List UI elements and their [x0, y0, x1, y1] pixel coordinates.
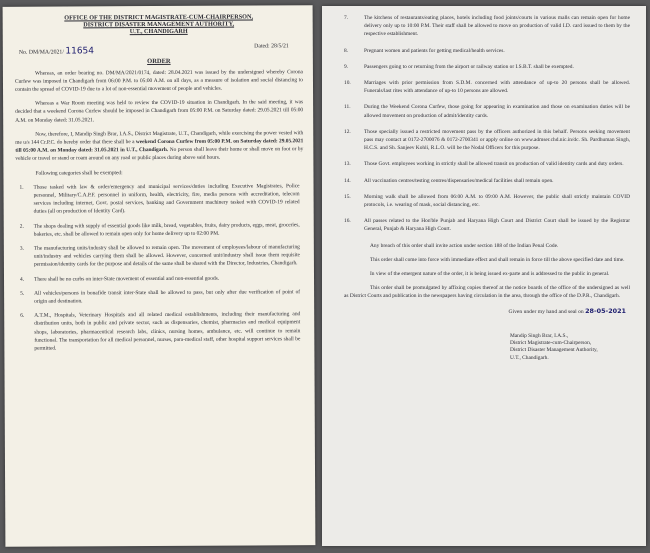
list-item: 14. All vaccination centres/testing centres/dispensaries/medical facilities shall remain open.: [344, 177, 554, 184]
list-item: 4. There shall be no curbs on inter-State movement of essential and non-essential goods.: [20, 275, 220, 283]
exemptions-lead: Following categories shall be exempted:: [35, 169, 123, 177]
paragraph: Whereas a War Room meeting was held to review the COVID-19 situation in Chandigarh. In the said meeting, it was decided that a weekend Corona Curfew should be imposed in Chandigarh from 05:00 P.M. on Saturday dated: 29.05.2021 till 05:00 A.M. on Monday dated: 31.05.2021.: [15, 99, 304, 124]
list-item: 7. The kitchens of restaurants/eating places, hotels including food joints/courts in various malls can remain open for home delivery only up to 10:00 P.M. Their staff shall be allowed to move on production of valid I.D. card issued to them by the respective establishment.: [344, 15, 630, 38]
signatory-line: District Disaster Management Authority,: [510, 347, 598, 354]
list-item: 11. During the Weekend Corona Curfew, those going for appearing in examination and those on examination duties will be allowed movement on production of admit/identity cards.: [344, 104, 630, 119]
paragraph: Whereas, an order bearing no. DM/MA/2021/0174, dated: 28.04.2021 was issued by the undersigned whereby Corona Curfew was imposed in Chandigarh from 06:00 P.M. to 05:00 A.M. on all days, as a measure of isolation and social distancing to contain the spread of COVID-19 due to a lot of non-essential movement of people and vehicles.: [14, 68, 303, 93]
signatory-line: District Magistrate-cum-Chairperson,: [510, 340, 592, 347]
closing-paragraph: This order shall come into force with immediate effect and shall remain in force till the above specified date and time.: [370, 256, 625, 263]
closing-paragraph: This order shall be promulgated by affixing copies thereof at the notice boards of the office of the undersigned as well as District Courts and publication in the newspapers having circulation in the area, through the office of the D.P.R., Chandigarh.: [344, 285, 630, 300]
operative-paragraph: Now, therefore, I, Mandip Singh Brar, I.A.S., District Magistrate, U.T., Chandigarh, while exercising the power vested with me u/s 144 Cr.P.C. do hereby order that there shall be a weekend Corona Curfew from 05:00 P.M. on Saturday dated: 29.05.2021 till 05:00 A.M. on Monday dated: 31.05.2021 in U.T., Chandigarh. No person shall leave their home or shall move on foot or by vehicle or travel or stand or roam around on any road or public places during above said hours.: [15, 130, 304, 163]
header-line: DISTRICT DISASTER MANAGEMENT AUTHORITY,: [83, 20, 235, 29]
closing-paragraph: In view of the emergent nature of the order, it is being issued ex-parte and is addressed to the public in general.: [370, 271, 610, 278]
order-title: ORDER: [147, 57, 171, 65]
list-item: 12. Those specially issued a restricted movement pass by the officers authorized in this behalf. Persons seeking movement pass may contact at 0172-2700076 & 0172-2700341 or apply online on www.admser.chd.nic.in/dc. Sh. Pardhuman Singh, H.C.S. and Sh. Sanjeev Kohli, R.L.O. will be the Nodal Officers for this purpose.: [344, 128, 630, 152]
left-page: [3, 5, 316, 547]
reference-row: [15, 41, 303, 57]
order-date: Dated: 28/5/21: [254, 42, 289, 50]
list-item: 16. All passes related to the Hon'ble Punjab and Haryana High Court and District Court shall be issued by the Registrar General, Punjab & Haryana High Court.: [344, 218, 630, 233]
list-item: 10. Marriages with prior permission from S.D.M. concerned with attendance of up-to 20 persons shall be allowed. Funerals/last rites with attendance of up-to 10 persons are allowed.: [344, 80, 630, 95]
list-item: 3. The manufacturing units/industry shall be allowed to remain open. The movement of employees/labour of manufacturing unit/industry and vehicles carrying them shall be allowed. However, concerned unit/industry shall issue them requisite permission/identity cards for the purpose and details of the same shall be shared with the Director, Industries, Chandigarh.: [19, 244, 300, 269]
exemption-list: [16, 182, 305, 353]
list-item: 1. Those tasked with law & order/emergency and municipal services/duties including Executive Magistrates, Police personnel, Military/C.A.P.F. personnel in uniform, health, electricity, fire, media persons with accreditation, telecom services including internet, Govt. postal services, banking and Government machinery tasked with COVID-19 related duties (all on production of Identity Card).: [19, 183, 300, 216]
list-item: 6. A.T.M., Hospitals, Veterinary Hospitals and all related medical establishments, including their manufacturing and distribution units, both in public and private sector, such as dispensaries, chemist, pharmacies and medical equipment shops, laboratories, pharmaceutical research labs, clinics, nursing homes, ambulance, etc. will continue to remain functional. The transportation for all medical personnel, nurses, para-medical staff, other hospital support services shall be permitted.: [20, 311, 301, 352]
office-header: [15, 13, 303, 36]
list-item: 5. All vehicles/persons in bonafide transit inter-State shall be allowed to pass, but only after due verification of point of origin and destination.: [20, 289, 301, 305]
header-line: OFFICE OF THE DISTRICT MAGISTRATE-CUM-CHAIRPERSON,: [64, 13, 254, 22]
closing-paragraph: Any breach of this order shall invite action under section 188 of the Indian Penal Code.: [370, 242, 559, 249]
right-page: [322, 6, 646, 546]
header-line: U.T., CHANDIGARH: [129, 28, 188, 36]
list-item: 2. The shops dealing with supply of essential goods like milk, bread, vegetables, fruits, dairy products, eggs, meat, groceries, bakeries, etc. shall be allowed to remain open only for home delivery up to 02:00 PM.: [19, 221, 300, 238]
list-item: 9. Passengers going to or returning from the airport or railway station or I.S.B.T. shall be exempted.: [344, 63, 574, 70]
ref-number: No. DM/MA/2021/ 11654: [18, 45, 95, 57]
signatory-line: Mandip Singh Brar, I.A.S.,: [510, 332, 569, 339]
list-item: 15. Morning walk shall be allowed from 06:00 A.M. to 09:00 A.M. However, the public shall strictly maintain COVID protocols, i.e. wearing of mask, social distancing, etc.: [344, 193, 630, 209]
given-line: Given under my hand and seal on 28-05-2021: [508, 306, 626, 315]
handwritten-number: 11654: [65, 45, 95, 57]
handwritten-date: 28-05-2021: [585, 306, 626, 315]
signatory-line: U.T., Chandigarh.: [510, 354, 549, 361]
list-item: 13. Those Govt. employees working in strictly shall be allowed transit on production of valid identity cards and duty orders.: [344, 161, 624, 168]
list-item: 8. Pregnant women and patients for getting medical/health services.: [344, 47, 505, 54]
exemption-list-continued: [334, 14, 634, 234]
signature-block: [510, 333, 634, 363]
